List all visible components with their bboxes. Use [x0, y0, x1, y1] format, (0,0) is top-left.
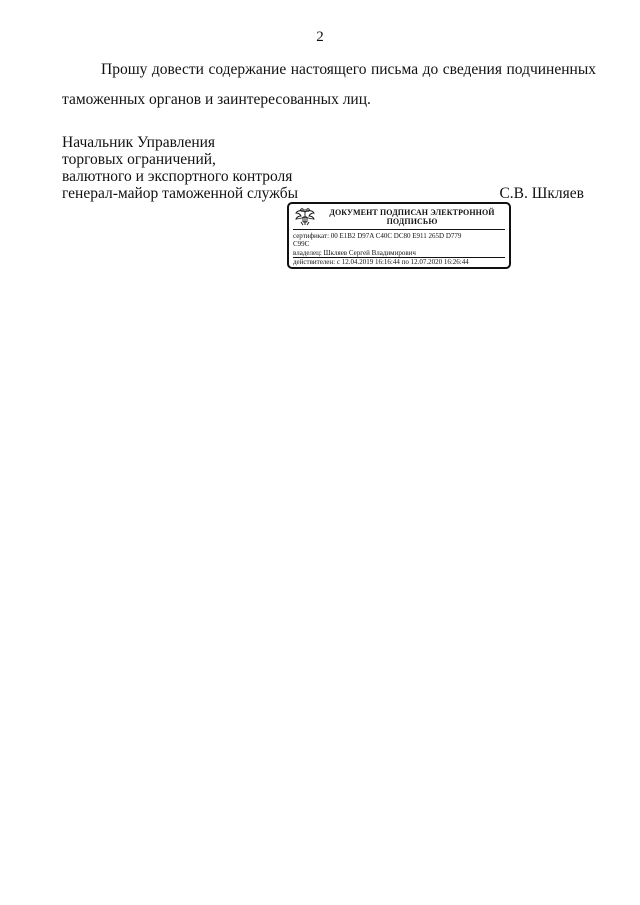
signer-position-block — [62, 134, 298, 202]
stamp-divider — [293, 229, 505, 230]
signer-name: С.В. Шкляев — [499, 185, 584, 202]
electronic-signature-stamp — [287, 202, 511, 269]
coat-of-arms-icon — [293, 207, 317, 227]
stamp-validity: действителен: с 12.04.2019 16:16:44 по 12.07.2020 16:26:44 — [293, 258, 469, 266]
signer-position-line: Начальник Управления — [62, 134, 216, 151]
body-text-line-2: таможенных органов и заинтересованных лиц. — [62, 91, 371, 108]
stamp-owner: владелец: Шкляев Сергей Владимирович — [293, 249, 416, 257]
page-number: 2 — [316, 29, 324, 45]
signer-position-line: генерал-майор таможенной службы — [62, 185, 298, 202]
stamp-certificate-continued: C99C — [293, 240, 310, 248]
stamp-certificate: сертификат: 00 E1B2 D97A C40C DC80 E911 265D D779 — [293, 232, 462, 240]
stamp-title: ДОКУМЕНТ ПОДПИСАН ЭЛЕКТРОННОЙ ПОДПИСЬЮ — [329, 208, 495, 226]
signer-position-line: валютного и экспортного контроля — [62, 168, 293, 185]
signer-position-line: торговых ограничений, — [62, 151, 216, 168]
body-text-line-1: Прошу довести содержание настоящего письма до сведения подчиненных — [101, 61, 596, 78]
